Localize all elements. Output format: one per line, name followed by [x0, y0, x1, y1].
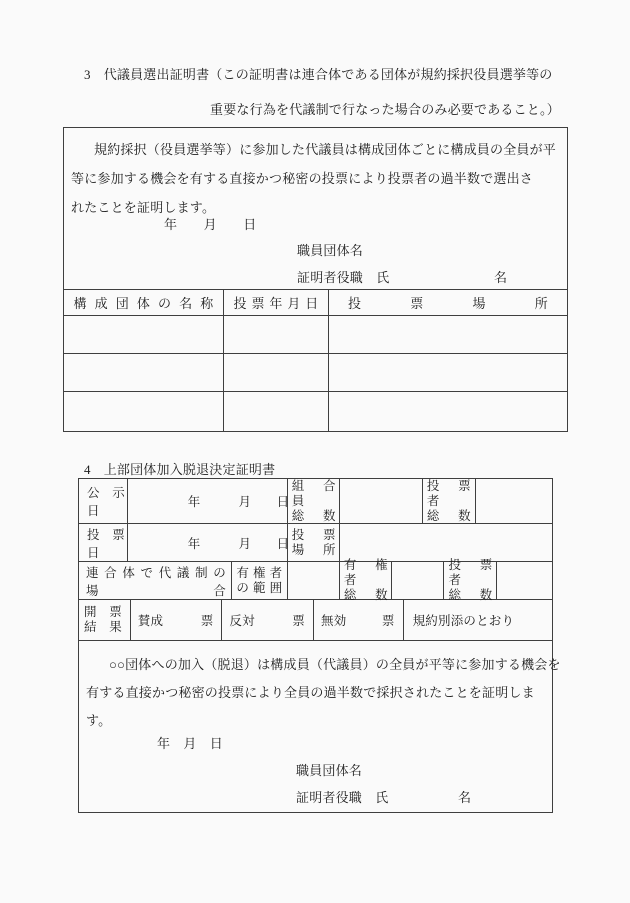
row-vote-date [79, 524, 552, 562]
invalid-votes-cell [314, 600, 404, 640]
delegate-voters-total-value [497, 562, 552, 599]
vote-date-value: 年 月 日 [128, 524, 288, 561]
section3-heading [84, 57, 560, 127]
announcement-date-label: 公 示 日 [79, 479, 128, 523]
ballot-result-label: 開 票 結 果 [79, 600, 131, 640]
bylaw-note-cell: 規約別添のとおり [412, 614, 515, 628]
announcement-date-value: 年 月 日 [128, 479, 288, 523]
section4-number: 4 [84, 462, 91, 477]
statement-line: 有する直接かつ秘密の投票により全員の過半数で採択されたことを証明しま [86, 685, 535, 700]
eligible-range-label: 有 権 者 の 範 囲 [232, 562, 288, 599]
col-header-vote-place: 投 票 場 所 [348, 296, 548, 311]
org-name-label: 職員団体名 [297, 243, 364, 258]
certifier-name-suffix: 名 [494, 270, 508, 285]
row-federation-delegate-case [79, 558, 552, 602]
vote-place-value [340, 524, 552, 561]
constituent-name-cell [64, 354, 224, 391]
date-blank-line: 年 月 日 [157, 736, 224, 751]
table-row [64, 354, 567, 392]
section4-title: 上部団体加入脱退決定証明書 [103, 462, 276, 477]
statement-line: れたことを証明します。 [71, 200, 216, 215]
date-blank-line: 年 月 日 [164, 217, 257, 232]
org-name-label: 職員団体名 [296, 763, 363, 778]
voters-total-label: 投 票 者 総 数 [423, 479, 477, 523]
certifier-label: 証明者役職 氏 [297, 270, 390, 285]
table-header-row [64, 289, 567, 316]
vote-date-label: 投 票 日 [79, 524, 128, 561]
delegate-certificate-box [63, 127, 568, 432]
section3-number: 3 [84, 67, 91, 82]
delegate-certificate-statement [64, 128, 567, 289]
col-header-vote-date: 投 票 年 月 日 [224, 290, 329, 315]
certifier-label: 証明者役職 氏 [296, 790, 389, 805]
vote-date-cell [224, 392, 329, 431]
no-votes-cell [222, 600, 314, 640]
constituent-name-cell [64, 392, 224, 431]
row-ballot-result [79, 600, 552, 641]
no-label: 反対 [229, 614, 255, 628]
row-announcement-date [79, 479, 552, 524]
affiliation-certificate-statement [79, 641, 561, 812]
vote-place-cell [329, 392, 567, 431]
statement-line: 規約採択（役員選挙等）に参加した代議員は構成団体ごとに構成員の全員が平 [94, 142, 557, 157]
table-row [64, 392, 567, 431]
affiliation-decision-table [78, 478, 561, 813]
voters-total-value [476, 479, 552, 523]
vote-place-cell [329, 354, 567, 391]
statement-line: ○○団体への加入（脱退）は構成員（代議員）の全員が平等に参加する機会を [109, 657, 561, 672]
delegate-voters-total-label: 投 票 者 総 数 [444, 562, 497, 599]
statement-line: す。 [86, 713, 112, 728]
eligible-range-value [288, 562, 340, 599]
constituent-name-cell [64, 316, 224, 353]
union-members-total-value [340, 479, 422, 523]
yes-votes-cell [131, 600, 223, 640]
vote-place-cell [329, 316, 567, 353]
section3-heading-line1 [84, 57, 560, 92]
no-unit: 票 [292, 614, 305, 628]
table-row [64, 316, 567, 354]
vote-date-cell [224, 316, 329, 353]
yes-label: 賛成 [137, 614, 164, 628]
statement-line: 等に参加する機会を有する直接かつ秘密の投票により投票者の過半数で選出さ [71, 171, 534, 186]
constituent-vote-table [64, 289, 567, 431]
certifier-name-suffix: 名 [458, 790, 472, 805]
federation-case-label: 連 合 体 で 代 議 制 の 場 合 [79, 562, 232, 599]
vote-place-label: 投 票 場 所 [288, 524, 341, 561]
invalid-label: 無効 [321, 614, 347, 628]
col-header-constituent-name: 構 成 団 体 の 名 称 [64, 290, 224, 315]
vote-date-cell [224, 354, 329, 391]
eligible-total-value [392, 562, 445, 599]
section3-title-line2: 重要な行為を代議制で行なった場合のみ必要であること。） [210, 102, 560, 117]
section3-title-line1: 代議員選出証明書（この証明書は連合体である団体が規約採択役員選挙等の [103, 67, 553, 82]
invalid-unit: 票 [381, 614, 395, 628]
eligible-total-label: 有 権 者 総 数 [340, 562, 392, 599]
yes-unit: 票 [200, 614, 214, 628]
union-members-total-label: 組 合 員 総 数 [288, 479, 341, 523]
